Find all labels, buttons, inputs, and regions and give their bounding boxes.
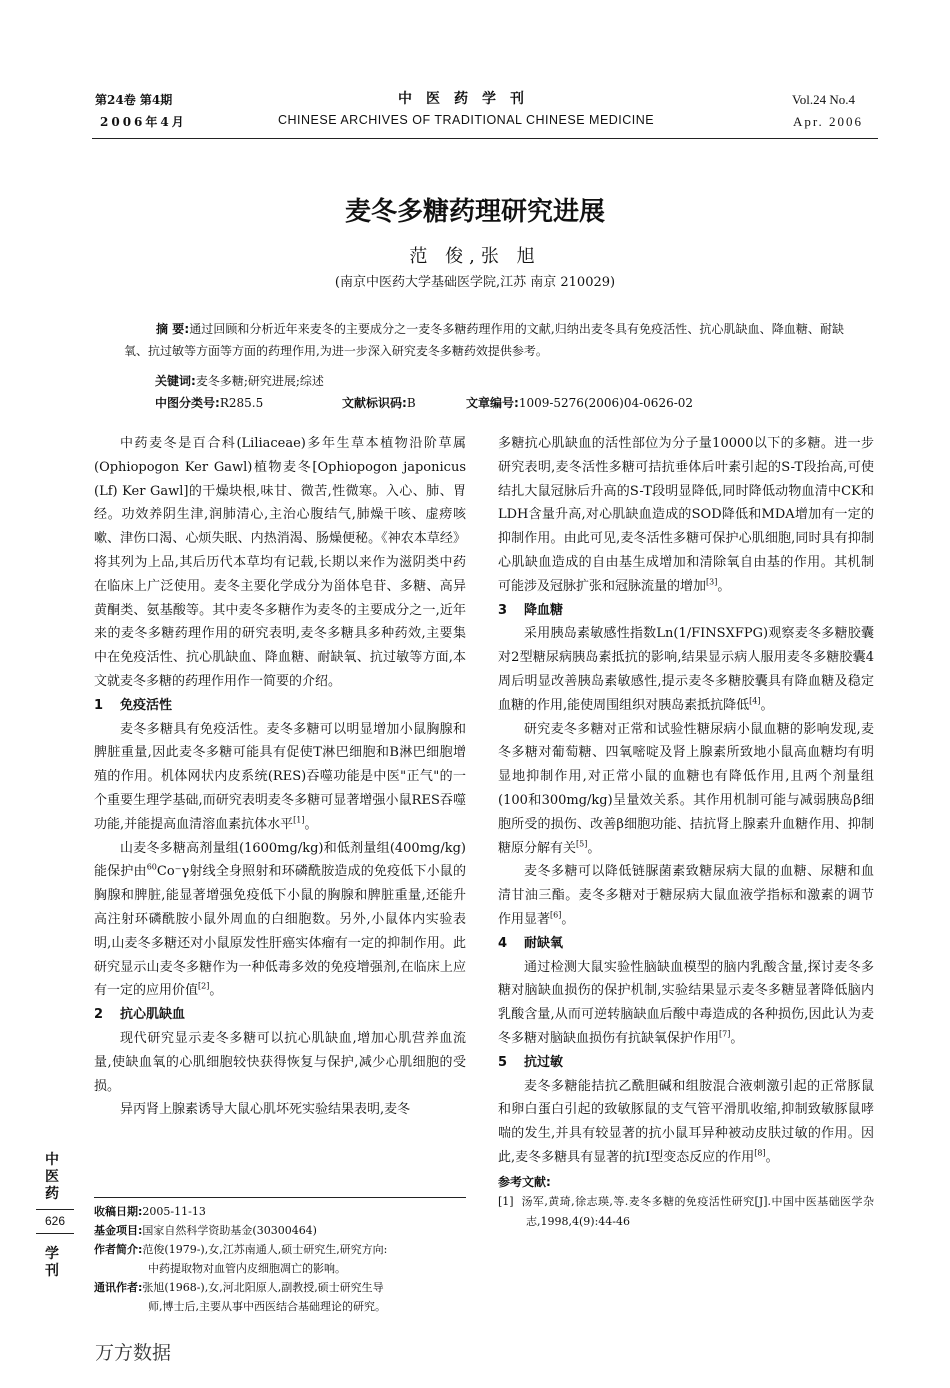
corresponding-author-cont: 师,博士后,主要从事中西医结合基础理论的研究。 [148,1300,386,1313]
section-3-heading: 3 降血糖 [498,602,564,618]
left-column [94,432,466,1122]
footnote-rule [94,1197,466,1198]
issue-date-en: Apr. 2006 [793,114,863,129]
citation: [1] [293,815,305,825]
right-column [498,432,874,1232]
keywords-text: 麦冬多糖;研究进展;综述 [195,374,324,388]
footnotes [94,1202,470,1316]
section-4-heading: 4 耐缺氧 [498,935,564,951]
clc-value: R285.5 [219,396,264,410]
author-bio: 作者简介:范俊(1979-),女,江苏南通人,硕士研究生,研究方向: [94,1243,388,1256]
section-5-paragraph-1: 麦冬多糖能拮抗乙酰胆碱和组胺混合液刺激引起的正常豚鼠和卵白蛋白引起的致敏豚鼠的支气管平滑肌收缩,抑制致敏豚鼠哮喘的发生,并具有较显著的抗小鼠耳异种被动皮肤过敏的作用。因此,麦冬多糖具有显著的抗Ⅰ型变态反应的作用[8]。 [498,1078,874,1165]
section-3-paragraph-1: 采用胰岛素敏感性指数Ln(1/FINSXFPG)观察麦冬多糖胶囊对2型糖尿病胰岛素抵抗的影响,结果显示病人服用麦冬多糖胶囊4周后明显改善胰岛素敏感性,提示麦冬多糖胶囊具有降血糖及稳定血糖的作用,能使周围组织对胰岛素抵抗降低[4]。 [498,626,874,713]
watermark: 万方数据 [95,1342,172,1364]
section-3-paragraph-2: 研究麦冬多糖对正常和试验性糖尿病小鼠血糖的影响发现,麦冬多糖对葡萄糖、四氧嘧啶及肾上腺素所致地小鼠高血糖均有明显地抑制作用,对正常小鼠的血糖也有降低作用,且两个剂量组(100和300mg/kg)呈量效关系。其作用机制可能与减弱胰岛β细胞所受的损伤、改善β细胞功能、拮抗肾上腺素升血糖作用、抑制糖原分解有关[5]。 [498,721,874,856]
clc-number [155,392,263,414]
section-3-paragraph-3: 麦冬多糖可以降低链脲菌素致糖尿病大鼠的血糖、尿糖和血清甘油三酯。麦冬多糖对于糖尿病大鼠血液学指标和激素的调节作用显著[6]。 [498,864,874,927]
section-2-paragraph-2-start: 异丙肾上腺素诱导大鼠心肌坏死实验结果表明,麦冬 [120,1102,411,1118]
article-no-value: 1009-5276(2006)04-0626-02 [518,396,694,410]
corresponding-author: 通讯作者:张旭(1968-),女,河北阳原人,副教授,硕士研究生导 [94,1281,384,1294]
side-journal-bottom: 学刊 [45,1246,59,1279]
citation: [6] [550,910,562,920]
citation: [7] [719,1029,731,1039]
author-bio-cont: 中药提取物对血管内皮细胞凋亡的影响。 [148,1262,346,1275]
reference-item-1: [1] 汤军,黄琦,徐志瑛,等.麦冬多糖的免疫活性研究[J].中国中医基础医学杂志,1998,4(9):44-46 [498,1194,874,1228]
citation: [5] [576,839,588,849]
citation: [3] [706,577,718,587]
volume-issue-cn: 第24卷 第4期 [95,93,173,107]
abstract-label: 摘 要: [156,322,190,336]
citation: [2] [198,982,210,991]
issue-date-cn: 2006年4月 [100,115,187,129]
abstract-text: 通过回顾和分析近年来麦冬的主要成分之一麦冬多糖药理作用的文献,归纳出麦冬具有免疫活性、抗心肌缺血、降血糖、耐缺氧、抗过敏等方面等方面的药理作用,为进一步深入研究麦冬多糖药效提供参考。 [124,322,844,358]
article-title: 麦冬多糖药理研究进展 [344,197,605,227]
section-2-heading: 2 抗心肌缺血 [94,1007,186,1023]
clc-label: 中图分类号: [155,396,220,410]
citation: [4] [749,696,761,706]
document-code [342,392,416,414]
doc-code-value: B [406,396,416,410]
article-no-label: 文章编号: [466,396,519,410]
received-date: 收稿日期:2005-11-13 [94,1205,206,1218]
journal-name-en: CHINESE ARCHIVES OF TRADITIONAL CHINESE MEDICINE [278,113,655,127]
abstract [124,318,844,362]
affiliation: (南京中医药大学基础医学院,江苏 南京 210029) [334,275,616,290]
volume-issue-en: Vol.24 No.4 [792,92,855,107]
article-number [466,392,693,414]
authors: 范 俊,张 旭 [409,246,541,267]
keywords [155,370,324,392]
references [498,1172,874,1232]
section-1-heading: 1 免疫活性 [94,697,173,713]
header-rule [92,138,878,139]
page-number: 626 [44,1214,66,1228]
section-1-paragraph-1: 麦冬多糖具有免疫活性。麦冬多糖可以明显增加小鼠胸腺和脾脏重量,因此麦冬多糖可能具有促使T淋巴细胞和B淋巴细胞增殖的作用。机体网状内皮系统(RES)吞噬功能是中医"正气"的一个重要生理学基础,而研究表明麦冬多糖可显著增强小鼠RES吞噬功能,并能提高血清溶血素抗体水平[1]。 [94,721,466,832]
fund: 基金项目:国家自然科学资助基金(30300464) [94,1224,317,1237]
keywords-label: 关键词: [155,374,196,388]
doc-code-label: 文献标识码: [342,396,407,410]
journal-name-cn: 中医药学刊 [398,91,538,107]
side-journal-top: 中医药 [45,1152,59,1202]
section-4-paragraph-1: 通过检测大鼠实验性脑缺血模型的脑内乳酸含量,探讨麦冬多糖对脑缺血损伤的保护机制,实验结果显示麦冬多糖显著降低脑内乳酸含量,从而可逆转脑缺血后酸中毒造成的各种损伤,因此认为麦冬多糖对脑缺血损伤有抗缺氧保护作用[7]。 [498,959,874,1046]
page-rule-bottom [36,1233,74,1234]
section-1-paragraph-2: 山麦冬多糖高剂量组(1600mg/kg)和低剂量组(400mg/kg)能保护由$^{60}$Co⁻γ射线全身照射和环磷酰胺造成的免疫低下小鼠的胸腺和脾脏,能显著增强免疫低下小鼠的胸腺和脾脏重量,还能升高注射环磷酰胺小鼠外周血的白细胞数。另外,小鼠体内实验表明,山麦冬多糖还对小鼠原发性肝癌实体瘤有一定的抑制作用。此研究显示山麦冬多糖作为一种低毒多效的免疫增强剂,在临床上应有一定的应用价值[2]。 [94,840,466,999]
citation: [8] [754,1148,766,1158]
section-2-paragraph-2-cont: 多糖抗心肌缺血的活性部位为分子量10000以下的多糖。进一步研究表明,麦冬活性多糖可拮抗垂体后叶素引起的S-T段抬高,可使结扎大鼠冠脉后升高的S-T段明显降低,同时降低动物血清中CK和LDH含量升高,对心肌缺血造成的SOD降低和MDA增加有一定的抑制作用。由此可见,麦冬活性多糖可保护心肌细胞,同时具有抑制心肌缺血造成的自由基生成增加和清除氧自由基的作用。其机制可能涉及冠脉扩张和冠脉流量的增加[3]。 [498,436,874,594]
intro-paragraph: 中药麦冬是百合科(Liliaceae)多年生草本植物沿阶草属(Ophiopogon Ker Gawl)植物麦冬[Ophiopogon japonicus (Lf) Ker Gawl]的干燥块根,味甘、微苦,性微寒。入心、肺、胃经。功效养阴生津,润肺清心,主治心腹结气,肺燥干咳、虚痨咳嗽、津伤口渴、心烦失眠、内热消渴、肠燥便秘。《神农本草经》将其列为上品,其后历代本草均有记载,长期以来作为滋阴类中药在临床上广泛使用。麦冬主要化学成分为甾体皂苷、多糖、高异黄酮类、氨基酸等。其中麦冬多糖作为麦冬的主要成分之一,近年来的麦冬多糖药理作用的研究表明,麦冬多糖具多种药效,主要集中在免疫活性、抗心肌缺血、降血糖、耐缺氧、抗过敏等方面,本文就麦冬多糖的药理作用作一简要的介绍。 [94,436,466,689]
section-5-heading: 5 抗过敏 [498,1054,564,1070]
references-label: 参考文献: [498,1174,551,1189]
section-2-paragraph-1: 现代研究显示麦冬多糖可以抗心肌缺血,增加心肌营养血流量,使缺血氧的心肌细胞较快获得恢复与保护,减少心肌细胞的受损。 [94,1030,466,1094]
page-rule-top [36,1209,74,1210]
